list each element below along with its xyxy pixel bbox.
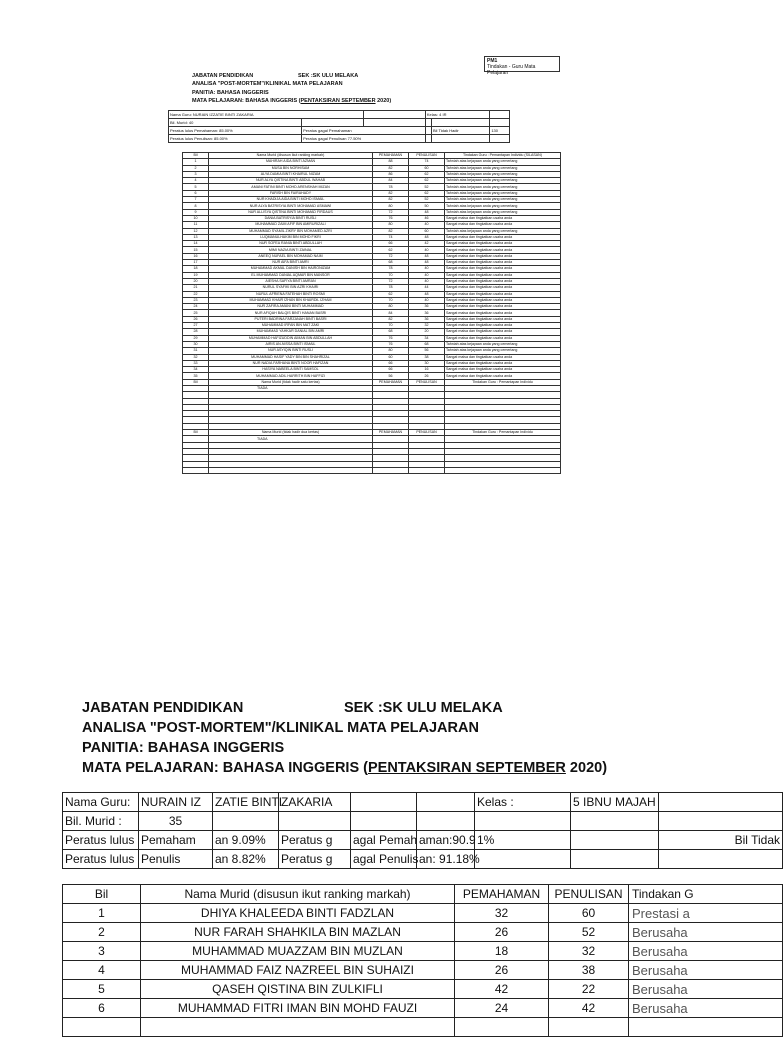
student-name-cell: NURUL SYAFIKI BIN AZRI KHAIRI [209,285,373,291]
writing-score-cell: 20 [409,329,445,335]
comprehension-score-cell: 26 [455,961,549,980]
teacher-action-cell: Tahniah atas kejayaan anda yang cemerlang [445,184,561,190]
bil-cell: 6 [63,999,141,1018]
teacher-action-cell: Sangat maisa dan tingkatkan usaha anda [445,354,561,360]
table-row [183,467,561,473]
student-name-cell: MUHAMMAD HASIF YADY BIN BIN SHAHRIZAL [209,354,373,360]
student-name-header: Nama Murid (tidak hadir satu kertas) [209,379,373,385]
bil-cell: 12 [183,228,209,234]
writing-score-cell: 56 [409,348,445,354]
student-name-cell: NURUL AFRIENA FATEHAH BINTI ROSMI [209,291,373,297]
bil-cell: 1 [63,904,141,923]
teacher-action-cell: Sangat maisa dan tingkatkan usaha anda [445,360,561,366]
student-name-cell: NUR ALLISYA QISTINA BINTI MOHAMAD FIRDAUS [209,209,373,215]
fail-comprehension-a: Peratus g [279,831,351,850]
panel-title: PANITIA: BAHASA INGGERIS [82,740,285,756]
table-row [63,1018,783,1037]
table-row [63,980,783,999]
writing-header: PENULISAN [409,379,445,385]
teacher-action-cell: Sangat maisa dan tingkatkan usaha anda [445,323,561,329]
bil-cell: 32 [183,354,209,360]
teacher-action-cell: Tahniah atas kejayaan anda yang cemerlang [445,348,561,354]
comprehension-score-cell: 72 [373,278,409,284]
bil-cell: 22 [183,291,209,297]
teacher-action-cell: Sangat maisa dan tingkatkan usaha anda [445,373,561,379]
student-name-cell: MUHAMMAD FAIZ NAZREEL BIN SUHAIZI [141,961,455,980]
bil-cell [183,467,209,473]
teacher-action-cell: Berusaha [629,980,783,999]
preview-class: Kelas: 4 IR [425,111,489,119]
comprehension-score-cell: 82 [373,190,409,196]
writing-score-cell: 44 [409,285,445,291]
comprehension-score-cell: 78 [373,266,409,272]
bil-cell: 19 [183,272,209,278]
writing-score-cell: 48 [409,260,445,266]
bil-cell: 27 [183,323,209,329]
comprehension-header: PEMAHAMAN [373,153,409,159]
table-row [63,942,783,961]
teacher-action-cell: Sangat maisa dan tingkatkan usaha anda [445,272,561,278]
teacher-action-cell: Tahniah atas kejayaan anda yang cemerlang [445,171,561,177]
student-name-cell: MUHAMMAD AKMAL DANISH BIN HAIRONIZAM [209,266,373,272]
teacher-action-cell: Sangat maisa dan tingkatkan usaha anda [445,241,561,247]
analysis-title: ANALISA "POST-MORTEM"/KLINIKAL MATA PELAJARAN [82,720,479,736]
bil-header: Bil [183,153,209,159]
student-name-cell: NUR ASYIQIN BINTI RUSLI [209,348,373,354]
writing-score-cell: 62 [409,190,445,196]
teacher-action-cell: Tahniah atas kejayaan anda yang cemerlang [445,178,561,184]
preview-header [192,72,391,106]
bil-cell: 28 [183,329,209,335]
writing-score-cell: 26 [409,373,445,379]
teacher-action-cell: Sangat maisa dan tingkatkan usaha anda [445,316,561,322]
bil-header: Bil [183,430,209,436]
student-name-cell: MUHAMMAD HAFIZUDDIN AIMAN BIN ABDULLAH [209,335,373,341]
comprehension-score-cell: 84 [373,310,409,316]
student-name-cell: MUHAMMAD SYAMIL ZIKRY BIN MOHAMED AZRI [209,228,373,234]
bil-cell: 2 [183,165,209,171]
bil-cell: 26 [183,316,209,322]
teacher-action-cell [629,1018,783,1037]
teacher-action-cell: Tahniah atas kejayaan anda yang cemerlang [445,159,561,165]
bil-cell: 30 [183,341,209,347]
writing-score-cell: 42 [409,241,445,247]
bil-cell: 24 [183,304,209,310]
comprehension-score-cell: 70 [373,323,409,329]
student-name-cell: AIESHA SAFIYA BINTI AMRAN [209,278,373,284]
student-name-cell: MUSA BIN NORHISAM [209,165,373,171]
bil-cell: 4 [183,178,209,184]
bil-cell: 34 [183,367,209,373]
pass-label-writing: Peratus lulus [63,850,139,869]
comprehension-score-cell: 74 [373,234,409,240]
writing-score-cell: 52 [409,184,445,190]
teacher-action-cell: Tahniah atas kejayaan anda yang cemerlang [445,228,561,234]
table-row [63,961,783,980]
student-name-cell [141,1018,455,1037]
writing-score-cell: 40 [409,278,445,284]
comprehension-header: PEMAHAMAN [455,885,549,904]
bil-cell: 5 [63,980,141,999]
comprehension-score-cell: 26 [455,923,549,942]
comprehension-score-cell: 82 [373,316,409,322]
comprehension-score-cell: 80 [373,203,409,209]
bil-cell: 1 [183,159,209,165]
comprehension-score-cell: 80 [373,222,409,228]
writing-score-cell: 52 [549,923,629,942]
writing-score-cell: 16 [409,367,445,373]
bil-cell: 31 [183,348,209,354]
fail-writing-b: agal Penulis [351,850,417,869]
student-name-cell: MUHAMMAD FITRI IMAN BIN MOHD FAUZI [141,999,455,1018]
teacher-action-cell: Sangat maisa dan tingkatkan usaha anda [445,234,561,240]
teacher-action-cell: Tahniah atas kejayaan anda yang cemerlang [445,341,561,347]
bil-cell: 11 [183,222,209,228]
student-name-cell: HASIYA NABEELA BINTI SAMSOL [209,367,373,373]
preview-fail-writing-value: 77.50% [347,136,362,141]
student-count-value: 35 [139,812,213,831]
preview-absent-value: 130 [490,127,510,135]
preview-pass-writing: Peratus lulus Penulisan: 85.00% [169,135,302,143]
teacher-action-cell: Sangat maisa dan tingkatkan usaha anda [445,266,561,272]
writing-score-cell: 40 [409,247,445,253]
bil-cell: 3 [183,171,209,177]
teacher-action-cell: Berusaha [629,961,783,980]
writing-score-cell: 52 [409,197,445,203]
teacher-action-cell: Sangat maisa dan tingkatkan usaha anda [445,215,561,221]
comprehension-score-cell: 68 [373,260,409,266]
comprehension-score-cell [455,1018,549,1037]
student-name-header: Nama Murid (tidak hadir dua kertas) [209,430,373,436]
student-name-cell: MUHAMMAD IRFAN BIN MAT ZAKI [209,323,373,329]
writing-score-cell [409,467,445,473]
teacher-action-header: Tindakan G [629,885,783,904]
bil-cell: 4 [63,961,141,980]
writing-header: PENULISAN [409,153,445,159]
bil-cell: 16 [183,253,209,259]
writing-score-cell: 36 [409,316,445,322]
bil-cell: 6 [183,190,209,196]
teacher-action-cell: Sangat maisa dan tingkatkan usaha anda [445,310,561,316]
writing-score-cell: 42 [549,999,629,1018]
comprehension-score-cell: 56 [373,373,409,379]
preview-teacher: Nama Guru: NURAIN IZZATIE BINTI ZAKARIA [169,111,364,119]
subject-title: MATA PELAJARAN: BAHASA INGGERIS (PENTAKSIRAN SEPTEMBER 2020) [82,760,608,776]
bil-cell: 21 [183,285,209,291]
teacher-action-cell: Sangat maisa dan tingkatkan usaha anda [445,335,561,341]
writing-score-cell: 62 [409,171,445,177]
comprehension-score-cell: 76 [373,335,409,341]
comprehension-score-cell: 78 [373,184,409,190]
teacher-action-cell: Sangat maisa dan tingkatkan usaha anda [445,297,561,303]
preview-ranking-table [182,152,561,474]
comprehension-score-cell: 86 [373,171,409,177]
ranking-table [62,884,783,1037]
page-header [82,698,607,778]
pass-comprehension-a: Pemaham [139,831,213,850]
bil-cell: 2 [63,923,141,942]
comprehension-score-cell: 70 [373,272,409,278]
comprehension-header: PEMAHAMAN [373,430,409,436]
class-value: 5 IBNU MAJAH [571,793,659,812]
writing-score-cell: 34 [409,335,445,341]
student-name-cell: NUR SOFEA RANIA BINTI ABDULLAH [209,241,373,247]
fail-comprehension-b: agal Pemah [351,831,417,850]
teacher-action-cell: Tahniah atas kejayaan anda yang cemerlang [445,197,561,203]
student-name-cell: MAHIRAH AIDA BINTI AZMAN [209,159,373,165]
teacher-action-cell: Tahniah atas kejayaan anda yang cemerlang [445,190,561,196]
bil-cell: 15 [183,247,209,253]
teacher-label: Nama Guru: [63,793,139,812]
comprehension-score-cell [373,467,409,473]
teacher-name-part3: ZAKARIA [279,793,351,812]
pass-writing-a: Penulis [139,850,213,869]
writing-score-cell: 36 [409,304,445,310]
comprehension-score-cell: 66 [373,241,409,247]
comprehension-score-cell: 24 [455,999,549,1018]
class-label: Kelas : [475,793,571,812]
bil-cell: 10 [183,215,209,221]
comprehension-score-cell: 76 [373,341,409,347]
student-name-cell: LUQMANULHAKIM BIN MOHD FIKRI [209,234,373,240]
writing-score-cell: 60 [409,228,445,234]
bil-cell: 17 [183,260,209,266]
preview-analysis-title: ANALISA "POST-MORTEM"/KLINIKAL MATA PELAJARAN [192,81,343,88]
comprehension-score-cell: 88 [373,159,409,165]
school-name: SEK :SK ULU MELAKA [344,700,503,716]
pass-comprehension-b: an 9.09% [213,831,279,850]
student-name-cell: PUTERI BADRINA FARZANAH BINTI BASRI [209,316,373,322]
table-row [63,923,783,942]
bil-cell: 29 [183,335,209,341]
preview-school: SEK :SK ULU MELAKA [298,73,359,79]
writing-score-cell: 30 [409,360,445,366]
student-count-label: Bil. Murid : [63,812,139,831]
writing-score-cell: 40 [409,297,445,303]
writing-score-cell: 48 [409,253,445,259]
bil-header: Bil [63,885,141,904]
writing-score-cell: 38 [409,354,445,360]
department-title: JABATAN PENDIDIKAN [82,700,244,716]
bil-cell: 18 [183,266,209,272]
teacher-action-cell: Sangat maisa dan tingkatkan usaha anda [445,247,561,253]
bil-cell: 3 [63,942,141,961]
comprehension-score-cell: 62 [373,247,409,253]
teacher-action-cell: Sangat maisa dan tingkatkan usaha anda [445,278,561,284]
student-name-header: Nama Murid (disusun ikut ranking markah) [141,885,455,904]
preview-pass-comprehension: Peratus lulus Pemahaman: 85.00% [169,127,302,135]
teacher-action-cell: Tahniah atas kejayaan anda yang cemerlang [445,165,561,171]
class-info-table [62,792,783,869]
student-name-cell: NUR AIFA BINTI AMRI [209,260,373,266]
student-name-cell: NUR AFIQAH BALQIS BINTI HANAN BASRI [209,310,373,316]
writing-score-cell: 48 [409,234,445,240]
student-name-cell: FARISH BIN FAIRAHADY [209,190,373,196]
teacher-action-cell: Sangat maisa dan tingkatkan usaha anda [445,222,561,228]
pass-writing-b: an 8.82% [213,850,279,869]
student-name-cell: NUR ALYA QISTINA BINTI ABDUL WAHAB [209,178,373,184]
teacher-action-cell: Sangat maisa dan tingkatkan usaha anda [445,367,561,373]
fail-writing-c: an: 91.18% [417,850,475,869]
student-name-cell: MUHAMMAD KHAIR IZHAN BIN KHAIRDIL IZHAM [209,297,373,303]
form-code-box [484,56,560,76]
writing-score-cell: 68 [409,341,445,347]
writing-score-cell: 22 [549,980,629,999]
teacher-action-header: Tindakan Guru : Pemantapan Individu [445,379,561,385]
comprehension-score-cell: 80 [373,304,409,310]
writing-score-cell: 74 [409,159,445,165]
teacher-action-cell: Sangat maisa dan tingkatkan usaha anda [445,285,561,291]
student-name-cell: AMANI FATINI BINTI MOHD ARENSHAH MIZAN [209,184,373,190]
writing-score-cell: 40 [409,272,445,278]
preview-dept: JABATAN PENDIDIKAN [192,73,254,79]
bil-cell [63,1018,141,1037]
comprehension-score-cell: 18 [455,942,549,961]
preview-subject: MATA PELAJARAN: BAHASA INGGERIS (PENTAKSIRAN SEPTEMBER 2020) [192,98,392,105]
pass-label-comprehension: Peratus lulus [63,831,139,850]
student-name-cell: TIADA [209,385,373,391]
writing-score-cell: 36 [409,310,445,316]
student-name-cell: MUHAMMAD YAHKAR DANIAL BIN AMRI [209,329,373,335]
bil-cell: 5 [183,184,209,190]
student-name-cell: NUR ALYA BATRISYIA BINTI MOHAMAD ASMAWI [209,203,373,209]
teacher-name-part1: NURAIN IZ [139,793,213,812]
bil-cell: 23 [183,297,209,303]
comprehension-score-cell: 82 [373,228,409,234]
bil-cell: 8 [183,203,209,209]
comprehension-score-cell: 72 [373,209,409,215]
comprehension-score-cell: 62 [373,291,409,297]
preview-info-table [168,110,510,143]
bil-cell: 9 [183,209,209,215]
student-name-cell: QASEH QISTINA BIN ZULKIFLI [141,980,455,999]
writing-score-cell: 46 [409,215,445,221]
teacher-action-cell: Sangat maisa dan tingkatkan usaha anda [445,329,561,335]
teacher-action-cell: Sangat maisa dan tingkatkan usaha anda [445,291,561,297]
teacher-action-cell: Sangat maisa dan tingkatkan usaha anda [445,304,561,310]
comprehension-score-cell: 78 [373,285,409,291]
writing-score-cell: 40 [409,222,445,228]
comprehension-score-cell: 80 [373,348,409,354]
student-name-cell: ANEEQ NUFAEL BIN MOHAMAD NAIM [209,253,373,259]
comprehension-score-cell: 70 [373,297,409,303]
student-name-cell [209,467,373,473]
student-name-cell: NUR ZAFIRA AMANI BINTI MUHAMMAD [209,304,373,310]
table-row [63,999,783,1018]
writing-score-cell: 40 [409,266,445,272]
absent-label: Bil Tidak [659,831,783,850]
comprehension-score-cell: 72 [373,253,409,259]
teacher-name-part2: ZATIE BINTI [213,793,279,812]
bil-cell: 35 [183,373,209,379]
comprehension-header: PEMAHAMAN [373,379,409,385]
writing-score-cell: 48 [409,209,445,215]
student-name-cell: MUHAMMAD ZAIM AFIF BIN AMIRURIZALI [209,222,373,228]
comprehension-score-cell: 84 [373,178,409,184]
writing-score-cell: 60 [549,904,629,923]
student-name-cell: NUR NADIA FARHANA BINTI NOOR HAFIZAN [209,360,373,366]
form-code: PM1 [487,58,498,64]
bil-cell: 7 [183,197,209,203]
teacher-action-header: Tindakan Guru : Pemantapan Individu [445,430,561,436]
writing-score-cell [549,1018,629,1037]
writing-score-cell: 32 [549,942,629,961]
student-name-cell: NUR KHADIJA AIDA BINTI MOHD ISMAIL [209,197,373,203]
bil-cell: 14 [183,241,209,247]
comprehension-score-cell: 42 [455,980,549,999]
comprehension-score-cell: 66 [373,360,409,366]
preview-absent-label: Bil Tidak Hadir [431,127,489,135]
student-name-cell: MUHAMMAD ADIL HARRITH BIN HAFFIZI [209,373,373,379]
bil-cell: 25 [183,310,209,316]
teacher-action-cell: Berusaha [629,923,783,942]
form-code-subtitle: Tindakan - Guru Mata Pelajaran [487,64,536,76]
student-name-header: Nama Murid (disusun ikut ranking markah) [209,153,373,159]
student-name-cell: AIRIS AN-NISSA BINTI ISMAIL [209,341,373,347]
student-name-cell: NUR FARAH SHAHKILA BIN MAZLAN [141,923,455,942]
student-name-cell: TIADA [209,436,373,442]
preview-panel: PANITIA: BAHASA INGGERIS [192,89,269,96]
comprehension-score-cell: 32 [455,904,549,923]
preview-fail-comprehension: Peratus gagal Pemahaman [302,127,426,135]
teacher-action-cell: Prestasi a [629,904,783,923]
writing-header: PENULISAN [409,430,445,436]
teacher-action-cell: Tahniah atas kejayaan anda yang cemerlang [445,209,561,215]
student-name-cell: DHIYA KHALEEDA BINTI FADZLAN [141,904,455,923]
student-name-cell: EL MUHAMMAD DANIAL AQMAR BIN MANSOR [209,272,373,278]
comprehension-score-cell: 68 [373,329,409,335]
teacher-action-cell: Berusaha [629,942,783,961]
student-name-cell: DANIA BATRISYIA BINTI RUSLI [209,215,373,221]
writing-score-cell: 38 [549,961,629,980]
table-header-row [63,885,783,904]
writing-score-cell: 62 [409,178,445,184]
writing-score-cell: 60 [409,165,445,171]
bil-cell: 33 [183,360,209,366]
teacher-action-cell: Sangat maisa dan tingkatkan usaha anda [445,260,561,266]
table-row [63,904,783,923]
comprehension-score-cell: 66 [373,367,409,373]
student-name-cell: MUHAMMAD MUAZZAM BIN MUZLAN [141,942,455,961]
teacher-action-cell [445,467,561,473]
comprehension-score-cell: 82 [373,165,409,171]
bil-cell: 13 [183,234,209,240]
fail-comprehension-d: 1% [475,831,571,850]
bil-cell: 20 [183,278,209,284]
comprehension-score-cell: 60 [373,354,409,360]
writing-score-cell: 48 [409,291,445,297]
writing-score-cell: 50 [409,203,445,209]
comprehension-score-cell: 76 [373,215,409,221]
writing-header: PENULISAN [549,885,629,904]
fail-writing-a: Peratus g [279,850,351,869]
preview-fail-writing: Peratus gagal Penulisan [303,136,347,141]
teacher-action-cell: Sangat maisa dan tingkatkan usaha anda [445,253,561,259]
comprehension-score-cell: 82 [373,197,409,203]
teacher-action-header: Tindakan Guru : Pemantapan Individu (SILASAN) [445,153,561,159]
teacher-action-cell: Berusaha [629,999,783,1018]
student-name-cell: MIMI NAZIA BINTI ZAINAL [209,247,373,253]
bil-header: Bil [183,379,209,385]
writing-score-cell: 32 [409,323,445,329]
preview-student-count: Bil. Murid: 40 [169,119,302,127]
fail-comprehension-c: aman:90.9 [417,831,475,850]
student-name-cell: ALYA DAMIA BINTI KHAIRUL NIZAM [209,171,373,177]
teacher-action-cell: Tahniah atas kejayaan anda yang cemerlang [445,203,561,209]
